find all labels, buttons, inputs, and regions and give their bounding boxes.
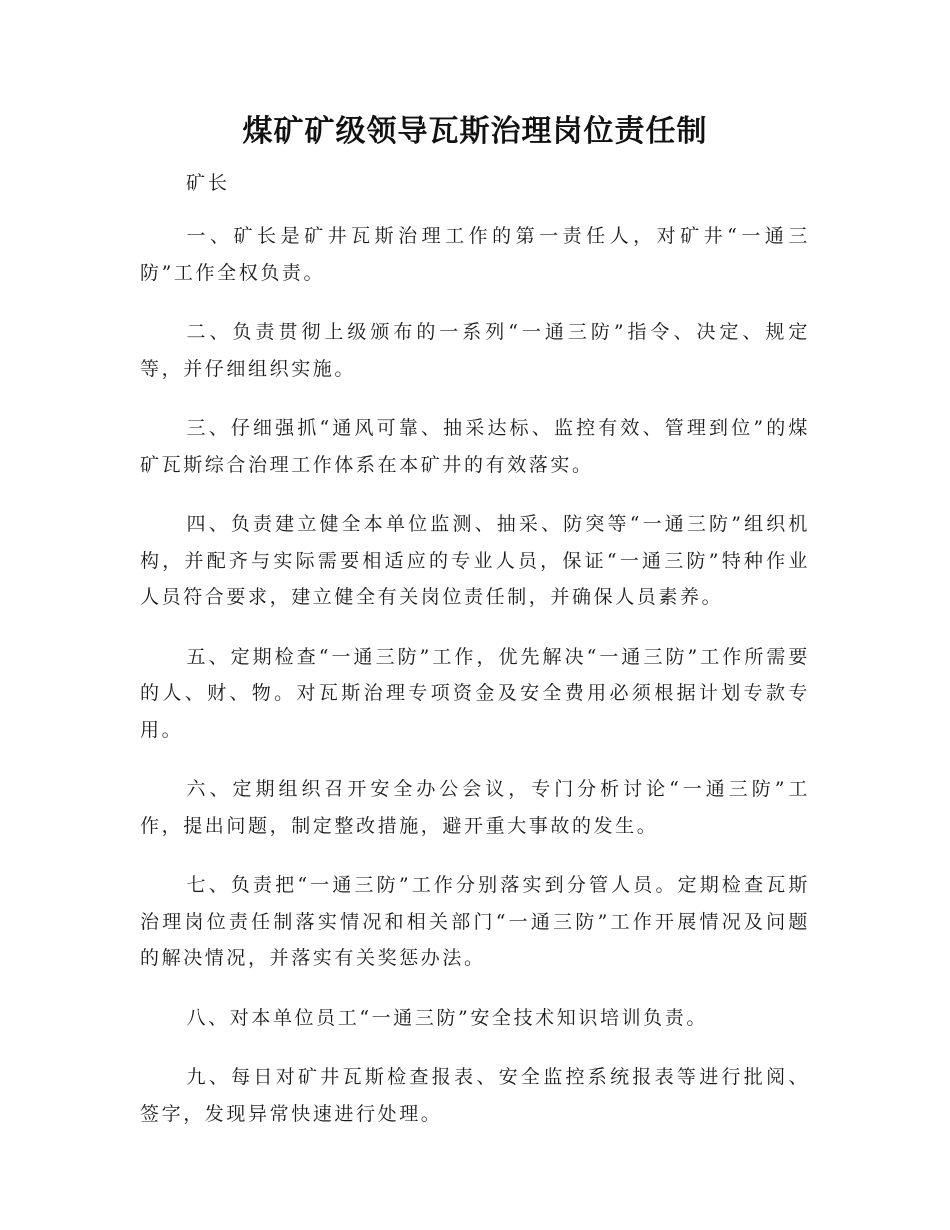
document-body — [140, 218, 810, 1155]
paragraph-5: 五、定期检查“一通三防”工作，优先解决“一通三防”工作所需要的人、财、物。对瓦斯治理专项资金及安全费用必须根据计划专款专用。 — [140, 645, 810, 741]
paragraph-9: 九、每日对矿井瓦斯检查报表、安全监控系统报表等进行批阅、签字，发现异常快速进行处理。 — [140, 1066, 810, 1125]
section-heading: 矿长 — [186, 172, 231, 194]
paragraph-7: 七、负责把“一通三防”工作分别落实到分管人员。定期检查瓦斯治理岗位责任制落实情况和相关部门“一通三防”工作开展情况及问题的解决情况，并落实有关奖惩办法。 — [140, 874, 810, 969]
paragraph-3: 三、仔细强抓“通风可靠、抽采达标、监控有效、管理到位”的煤矿瓦斯综合治理工作体系在本矿井的有效落实。 — [140, 417, 810, 476]
paragraph-1: 一、矿长是矿井瓦斯治理工作的第一责任人，对矿井“一通三防”工作全权负责。 — [140, 225, 810, 284]
paragraph-2: 二、负责贯彻上级颁布的一系列“一通三防”指令、决定、规定等，并仔细组织实施。 — [140, 321, 810, 380]
document-title: 煤矿矿级领导瓦斯治理岗位责任制 — [242, 114, 708, 149]
paragraph-6: 六、定期组织召开安全办公会议，专门分析讨论“一通三防”工作，提出问题，制定整改措施，避开重大事故的发生。 — [140, 778, 810, 837]
paragraph-4: 四、负责建立健全本单位监测、抽采、防突等“一通三防”组织机构，并配齐与实际需要相适应的专业人员，保证“一通三防”特种作业人员符合要求，建立健全有关岗位责任制，并确保人员素养。 — [140, 513, 810, 608]
paragraph-8: 八、对本单位员工“一通三防”安全技术知识培训负责。 — [186, 1006, 708, 1029]
